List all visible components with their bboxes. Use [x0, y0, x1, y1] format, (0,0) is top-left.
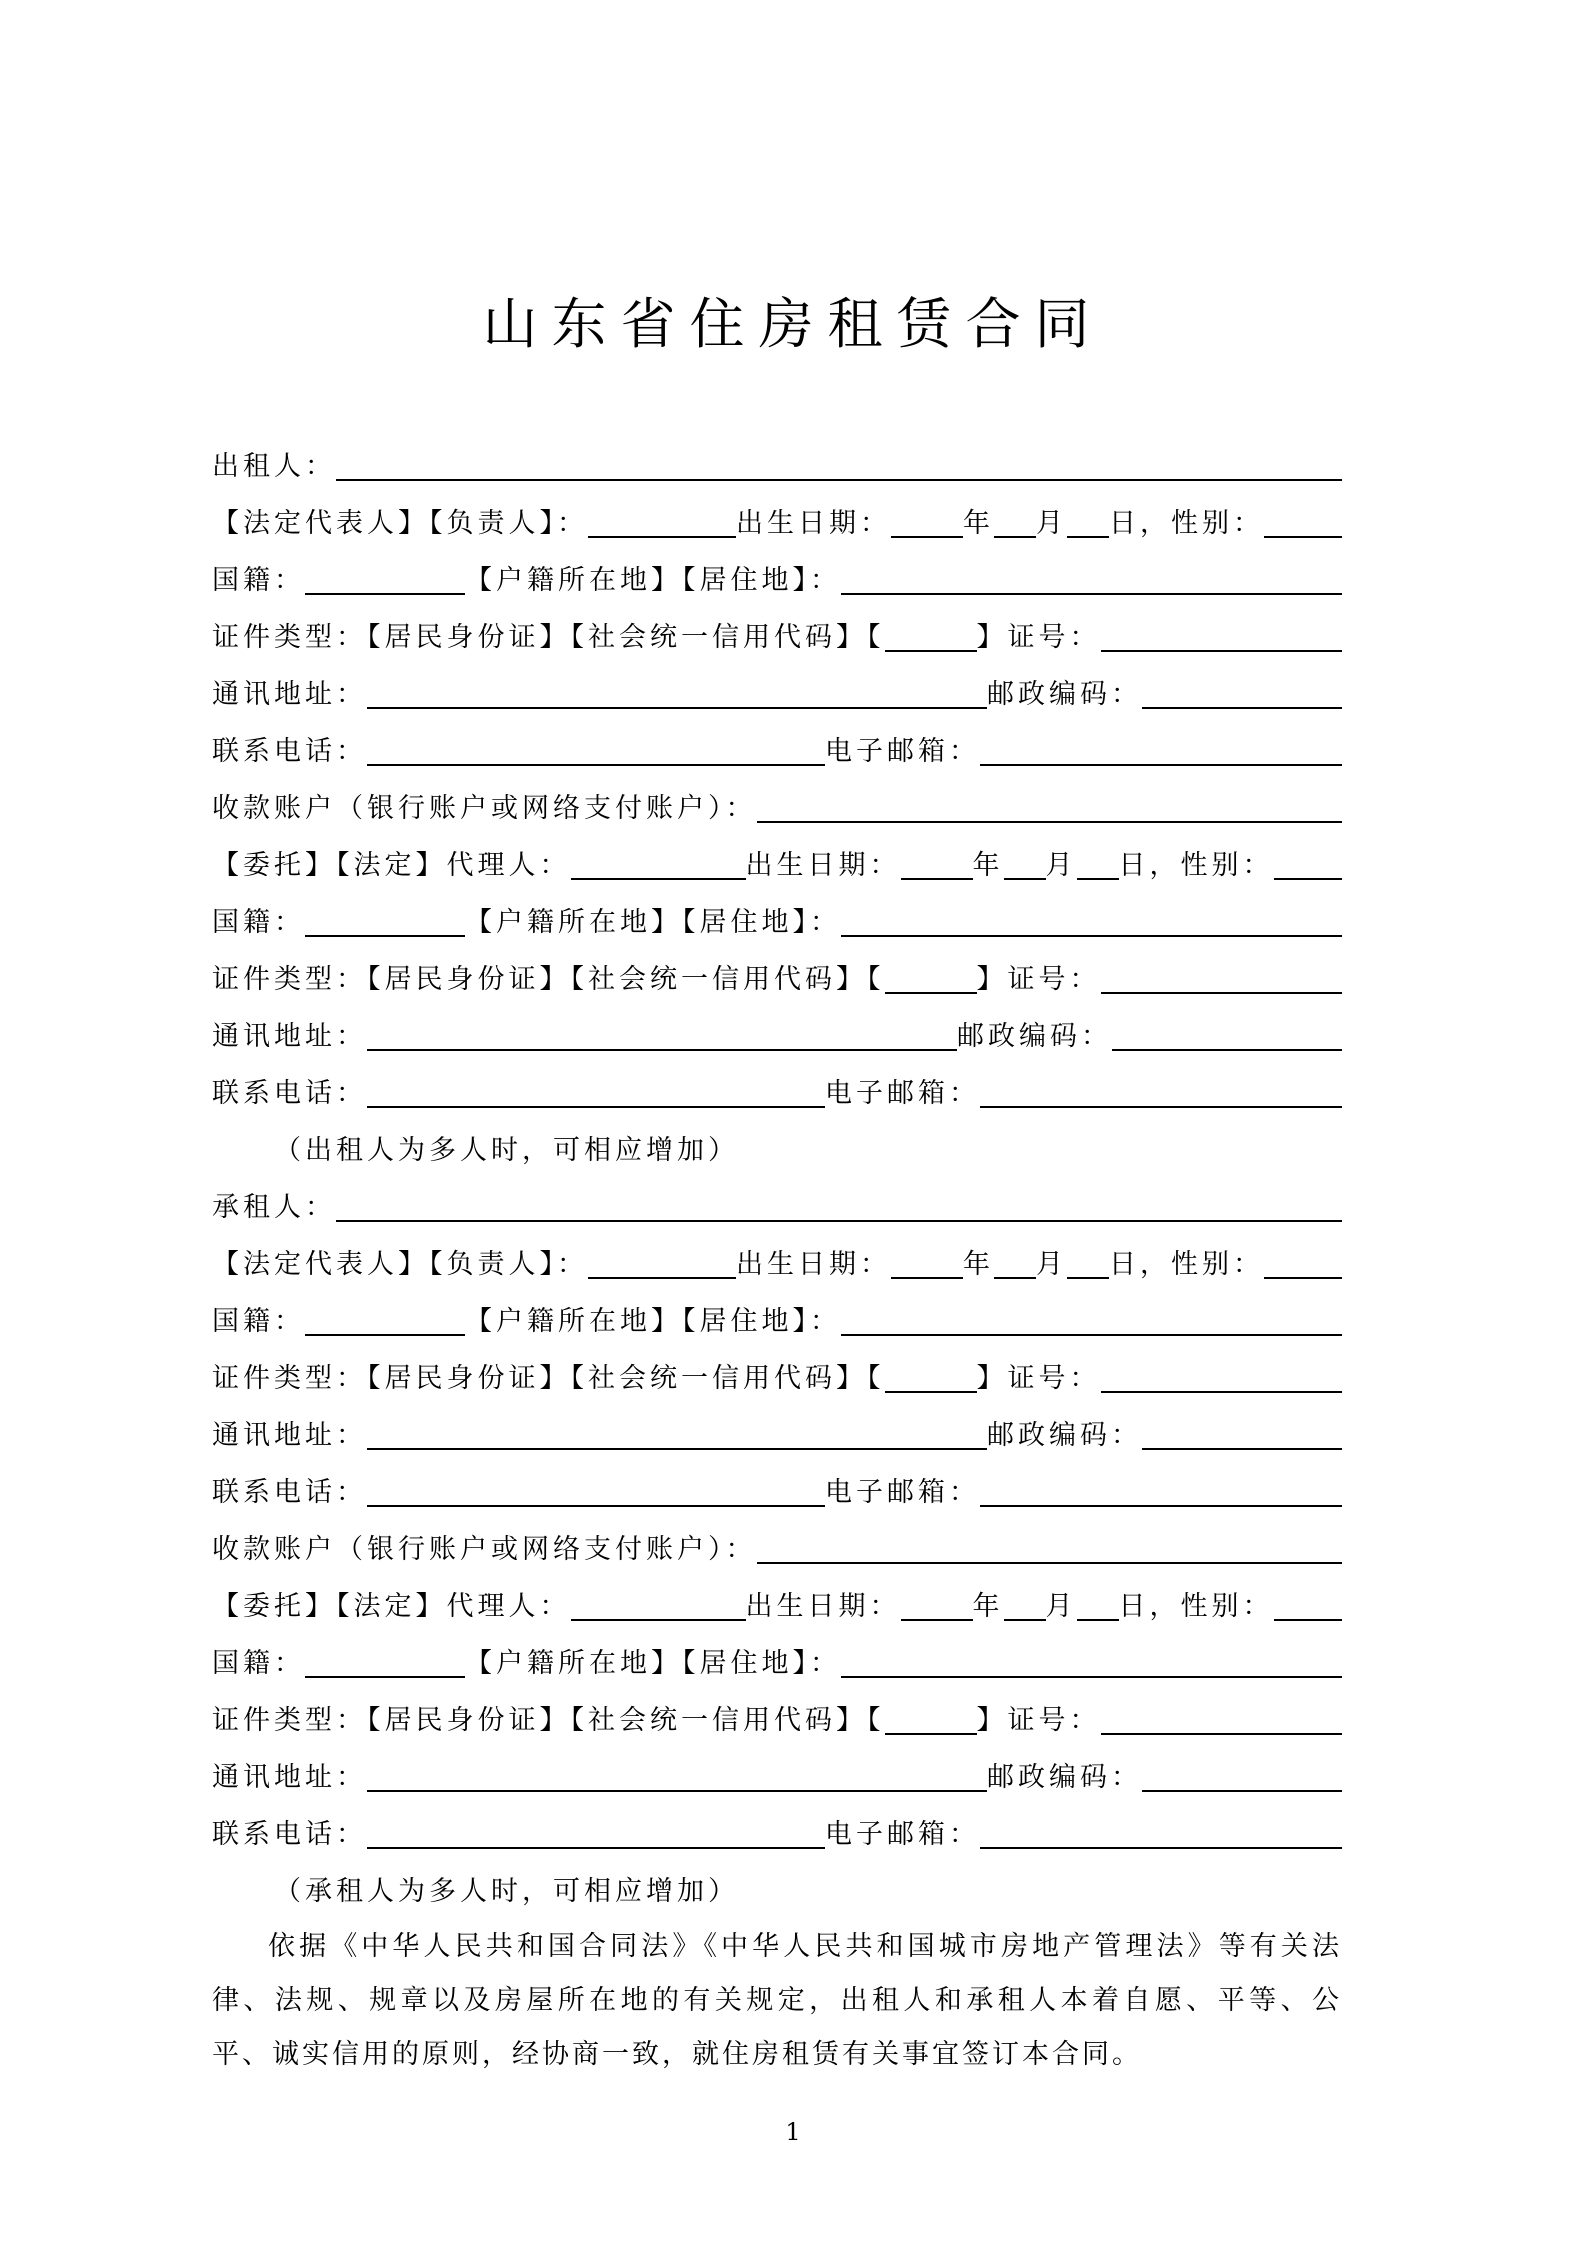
gender-label: 性别： [1180, 1591, 1274, 1622]
year-label: 年 [963, 508, 994, 539]
address-label: 通讯地址： [212, 679, 367, 710]
phone-field[interactable] [367, 724, 825, 766]
lessee-agent-nationality-row [212, 1629, 1342, 1686]
rep-name-field[interactable] [588, 1237, 736, 1279]
gender-label: 性别： [1171, 1249, 1264, 1280]
id-number-field[interactable] [1101, 610, 1343, 652]
postcode-label: 邮政编码： [987, 1762, 1142, 1793]
birth-year-field[interactable] [901, 1579, 973, 1621]
birth-year-field[interactable] [901, 838, 973, 880]
address-field[interactable] [367, 667, 987, 709]
birth-year-field[interactable] [891, 496, 963, 538]
day-label: 日， [1109, 1249, 1171, 1280]
id-type-other-field[interactable] [885, 1693, 977, 1735]
address-field[interactable] [367, 1750, 987, 1792]
lessee-multiple-note: （承租人为多人时，可相应增加） [274, 1876, 739, 1907]
address-label: 通讯地址： [212, 1420, 367, 1451]
id-number-field[interactable] [1101, 952, 1343, 994]
lessee-nationality-row [212, 1287, 1342, 1344]
id-type-other-field[interactable] [885, 1351, 977, 1393]
day-label: 日， [1109, 508, 1171, 539]
phone-field[interactable] [367, 1066, 825, 1108]
id-number-field[interactable] [1101, 1693, 1343, 1735]
phone-field[interactable] [367, 1807, 825, 1849]
birth-day-field[interactable] [1077, 838, 1119, 880]
lessor-phone-row [212, 717, 1342, 774]
lessor-id-row [212, 603, 1342, 660]
lessor-agent-nationality-row [212, 888, 1342, 945]
lessee-agent-address-row [212, 1743, 1342, 1800]
birth-month-field[interactable] [1004, 838, 1046, 880]
id-type-label: 证件类型：【居民身份证】【社会统一信用代码】【 [212, 1363, 885, 1394]
nationality-field[interactable] [305, 1636, 465, 1678]
party-info-form [212, 432, 1342, 2109]
lessee-name-field[interactable] [336, 1180, 1342, 1222]
birth-month-field[interactable] [994, 496, 1036, 538]
lessor-name-field[interactable] [336, 439, 1342, 481]
lessee-agent-id-row [212, 1686, 1342, 1743]
lessee-rep-row [212, 1230, 1342, 1287]
postcode-field[interactable] [1142, 1750, 1342, 1792]
lessee-agent-row [212, 1572, 1342, 1629]
birth-label: 出生日期： [736, 508, 891, 539]
agent-name-field[interactable] [571, 1579, 746, 1621]
email-field[interactable] [980, 1465, 1342, 1507]
birth-year-field[interactable] [891, 1237, 963, 1279]
year-label: 年 [963, 1249, 994, 1280]
lessor-multiple-note: （出租人为多人时，可相应增加） [274, 1135, 739, 1166]
id-type-other-field[interactable] [885, 952, 977, 994]
birth-label: 出生日期： [745, 1591, 901, 1622]
nationality-field[interactable] [305, 895, 465, 937]
page-number: 1 [785, 2118, 801, 2146]
id-type-label: 证件类型：【居民身份证】【社会统一信用代码】【 [212, 622, 885, 653]
lessor-agent-row [212, 831, 1342, 888]
year-label: 年 [972, 1591, 1004, 1622]
residence-label: 【户籍所在地】【居住地】： [465, 1648, 841, 1679]
residence-field[interactable] [841, 1294, 1342, 1336]
lessee-name-row [212, 1173, 1342, 1230]
residence-label: 【户籍所在地】【居住地】： [465, 1306, 841, 1337]
phone-label: 联系电话： [212, 1477, 367, 1508]
lessee-label: 承租人： [212, 1192, 336, 1223]
birth-label: 出生日期： [736, 1249, 891, 1280]
lessor-label: 出租人： [212, 451, 336, 482]
agent-label: 【委托】【法定】代理人： [212, 850, 571, 881]
lessor-agent-address-row [212, 1002, 1342, 1059]
month-label: 月 [1045, 850, 1077, 881]
gender-field[interactable] [1264, 496, 1342, 538]
address-label: 通讯地址： [212, 1762, 367, 1793]
month-label: 月 [1036, 508, 1067, 539]
phone-label: 联系电话： [212, 736, 367, 767]
preamble-paragraph: 依据《中华人民共和国合同法》《中华人民共和国城市房地产管理法》等有关法律、法规、规章以及房屋所在地的有关规定，出租人和承租人本着自愿、平等、公平、诚实信用的原则，经协商一致，就住房租赁有关事宜签订本合同。 [212, 1931, 1342, 2070]
residence-field[interactable] [841, 895, 1342, 937]
birth-label: 出生日期： [745, 850, 901, 881]
nationality-label: 国籍： [212, 907, 305, 938]
residence-label: 【户籍所在地】【居住地】： [465, 565, 841, 596]
id-number-label: 】证号： [976, 1705, 1101, 1736]
address-field[interactable] [367, 1408, 987, 1450]
lessor-agent-id-row [212, 945, 1342, 1002]
birth-month-field[interactable] [994, 1237, 1036, 1279]
postcode-label: 邮政编码： [987, 679, 1142, 710]
postcode-label: 邮政编码： [987, 1420, 1142, 1451]
postcode-field[interactable] [1142, 1408, 1342, 1450]
gender-field[interactable] [1264, 1237, 1342, 1279]
lessor-address-row [212, 660, 1342, 717]
lessee-id-row [212, 1344, 1342, 1401]
phone-label: 联系电话： [212, 1078, 367, 1109]
day-label: 日， [1118, 1591, 1181, 1622]
address-label: 通讯地址： [212, 1021, 367, 1052]
account-field[interactable] [757, 1522, 1343, 1564]
rep-label: 【法定代表人】【负责人】： [212, 1249, 588, 1280]
phone-label: 联系电话： [212, 1819, 367, 1850]
lessor-name-row [212, 432, 1342, 489]
gender-field[interactable] [1274, 1579, 1343, 1621]
postcode-field[interactable] [1112, 1009, 1342, 1051]
address-field[interactable] [367, 1009, 957, 1051]
email-field[interactable] [980, 724, 1342, 766]
lessee-agent-phone-row [212, 1800, 1342, 1857]
residence-field[interactable] [841, 553, 1342, 595]
lessor-rep-row [212, 489, 1342, 546]
lessor-account-row [212, 774, 1342, 831]
postcode-label: 邮政编码： [957, 1021, 1112, 1052]
id-type-label: 证件类型：【居民身份证】【社会统一信用代码】【 [212, 1705, 885, 1736]
id-type-other-field[interactable] [885, 610, 977, 652]
birth-day-field[interactable] [1067, 496, 1109, 538]
gender-label: 性别： [1171, 508, 1264, 539]
id-type-label: 证件类型：【居民身份证】【社会统一信用代码】【 [212, 964, 885, 995]
id-number-label: 】证号： [976, 1363, 1101, 1394]
nationality-label: 国籍： [212, 1306, 305, 1337]
phone-field[interactable] [367, 1465, 825, 1507]
account-field[interactable] [757, 781, 1343, 823]
rep-label: 【法定代表人】【负责人】： [212, 508, 588, 539]
nationality-label: 国籍： [212, 1648, 305, 1679]
lessor-nationality-row [212, 546, 1342, 603]
email-label: 电子邮箱： [825, 1477, 980, 1508]
birth-day-field[interactable] [1077, 1579, 1119, 1621]
email-field[interactable] [980, 1066, 1342, 1108]
gender-field[interactable] [1274, 838, 1343, 880]
gender-label: 性别： [1180, 850, 1274, 881]
nationality-field[interactable] [305, 553, 465, 595]
id-number-field[interactable] [1101, 1351, 1343, 1393]
year-label: 年 [972, 850, 1004, 881]
lessee-phone-row [212, 1458, 1342, 1515]
lessee-account-row [212, 1515, 1342, 1572]
lessor-agent-phone-row [212, 1059, 1342, 1116]
residence-field[interactable] [841, 1636, 1342, 1678]
day-label: 日， [1118, 850, 1181, 881]
postcode-field[interactable] [1142, 667, 1342, 709]
nationality-label: 国籍： [212, 565, 305, 596]
birth-month-field[interactable] [1004, 1579, 1046, 1621]
email-label: 电子邮箱： [825, 1819, 980, 1850]
id-number-label: 】证号： [976, 964, 1101, 995]
agent-label: 【委托】【法定】代理人： [212, 1591, 571, 1622]
lessee-address-row [212, 1401, 1342, 1458]
nationality-field[interactable] [305, 1294, 465, 1336]
agent-name-field[interactable] [571, 838, 746, 880]
account-label: 收款账户（银行账户或网络支付账户）： [212, 793, 757, 824]
month-label: 月 [1045, 1591, 1077, 1622]
email-label: 电子邮箱： [825, 736, 980, 767]
id-number-label: 】证号： [976, 622, 1101, 653]
lessee-note-row [212, 1857, 1342, 1914]
residence-label: 【户籍所在地】【居住地】： [465, 907, 841, 938]
rep-name-field[interactable] [588, 496, 736, 538]
month-label: 月 [1036, 1249, 1067, 1280]
birth-day-field[interactable] [1067, 1237, 1109, 1279]
account-label: 收款账户（银行账户或网络支付账户）： [212, 1534, 757, 1565]
email-label: 电子邮箱： [825, 1078, 980, 1109]
email-field[interactable] [980, 1807, 1342, 1849]
page-title: 山东省住房租赁合同 [482, 292, 1104, 356]
lessor-note-row [212, 1116, 1342, 1173]
